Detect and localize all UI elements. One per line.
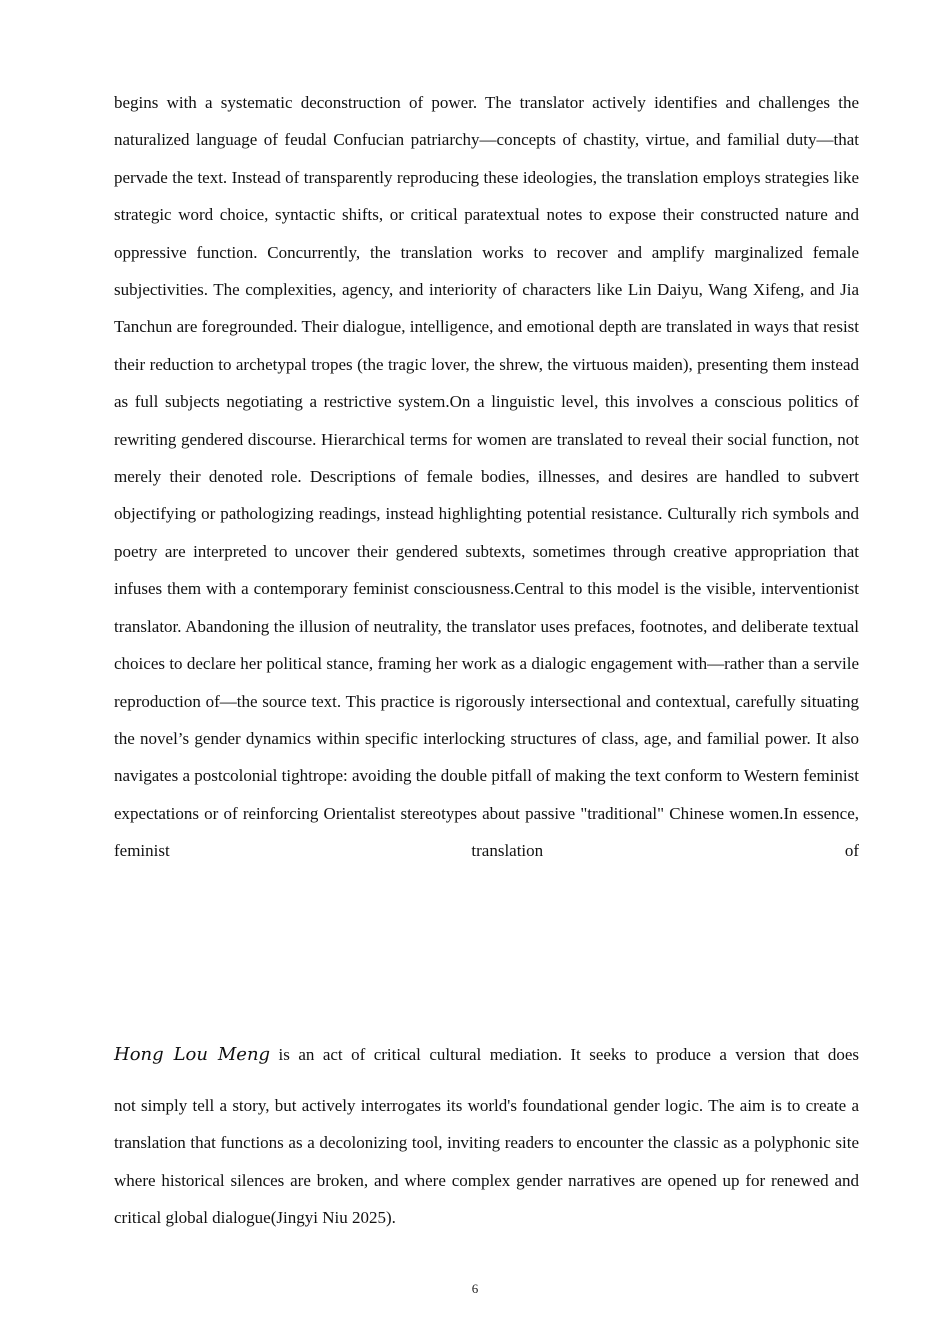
title-line [114,1040,859,1070]
page-number: 6 [471,1281,479,1296]
body-paragraph: begins with a systematic deconstruction of power. The translator actively identifies and challenges the naturalized language of feudal Confucian patriarchy—concepts of chastity, virtue, and familial duty—that pervade the text. Instead of transparently reproducing these ideologies, the translation employs strategies like strategic word choice, syntactic shifts, or critical paratextual notes to expose their constructed nature and oppressive function. Concurrently, the translation works to recover and amplify marginalized female subjectivities. The complexities, agency, and interiority of characters like Lin Daiyu, Wang Xifeng, and Jia Tanchun are foregrounded. Their dialogue, intelligence, and emotional depth are translated in ways that resist their reduction to archetypal tropes (the tragic lover, the shrew, the virtuous maiden), presenting them instead as full subjects negotiating a restrictive system.On a linguistic level, this involves a conscious politics of rewriting gendered discourse. Hierarchical terms for women are translated to reveal their social function, not merely their denoted role. Descriptions of female bodies, illnesses, and desires are handled to subvert objectifying or pathologizing readings, instead highlighting potential resistance. Culturally rich symbols and poetry are interpreted to uncover their gendered subtexts, sometimes through creative appropriation that infuses them with a contemporary feminist consciousness.Central to this model is the visible, interventionist translator. Abandoning the illusion of neutrality, the translator uses prefaces, footnotes, and deliberate textual choices to declare her political stance, framing her work as a dialogic engagement with—rather than a servile reproduction of—the source text. This practice is rigorously intersectional and contextual, carefully situating the novel’s gender dynamics within specific interlocking structures of class, age, and familial power. It also navigates a postcolonial tightrope: avoiding the double pitfall of making the text conform to Western feminist expectations or of reinforcing Orientalist stereotypes about passive "traditional" Chinese women.In essence, feminist translation of [114,93,859,861]
closing-paragraph: not simply tell a story, but actively interrogates its world's foundational gender logic. The aim is to create a translation that functions as a decolonizing tool, inviting readers to encounter the classic as a polyphonic site where historical silences are broken, and where complex gender narratives are opened up for renewed and critical global dialogue(Jingyi Niu 2025). [114,1096,859,1228]
title-line-text: is an act of critical cultural mediation. It seeks to produce a version that does [270,1045,859,1064]
book-title: Hong Lou Meng [114,1044,271,1065]
document-page [114,84,859,1237]
